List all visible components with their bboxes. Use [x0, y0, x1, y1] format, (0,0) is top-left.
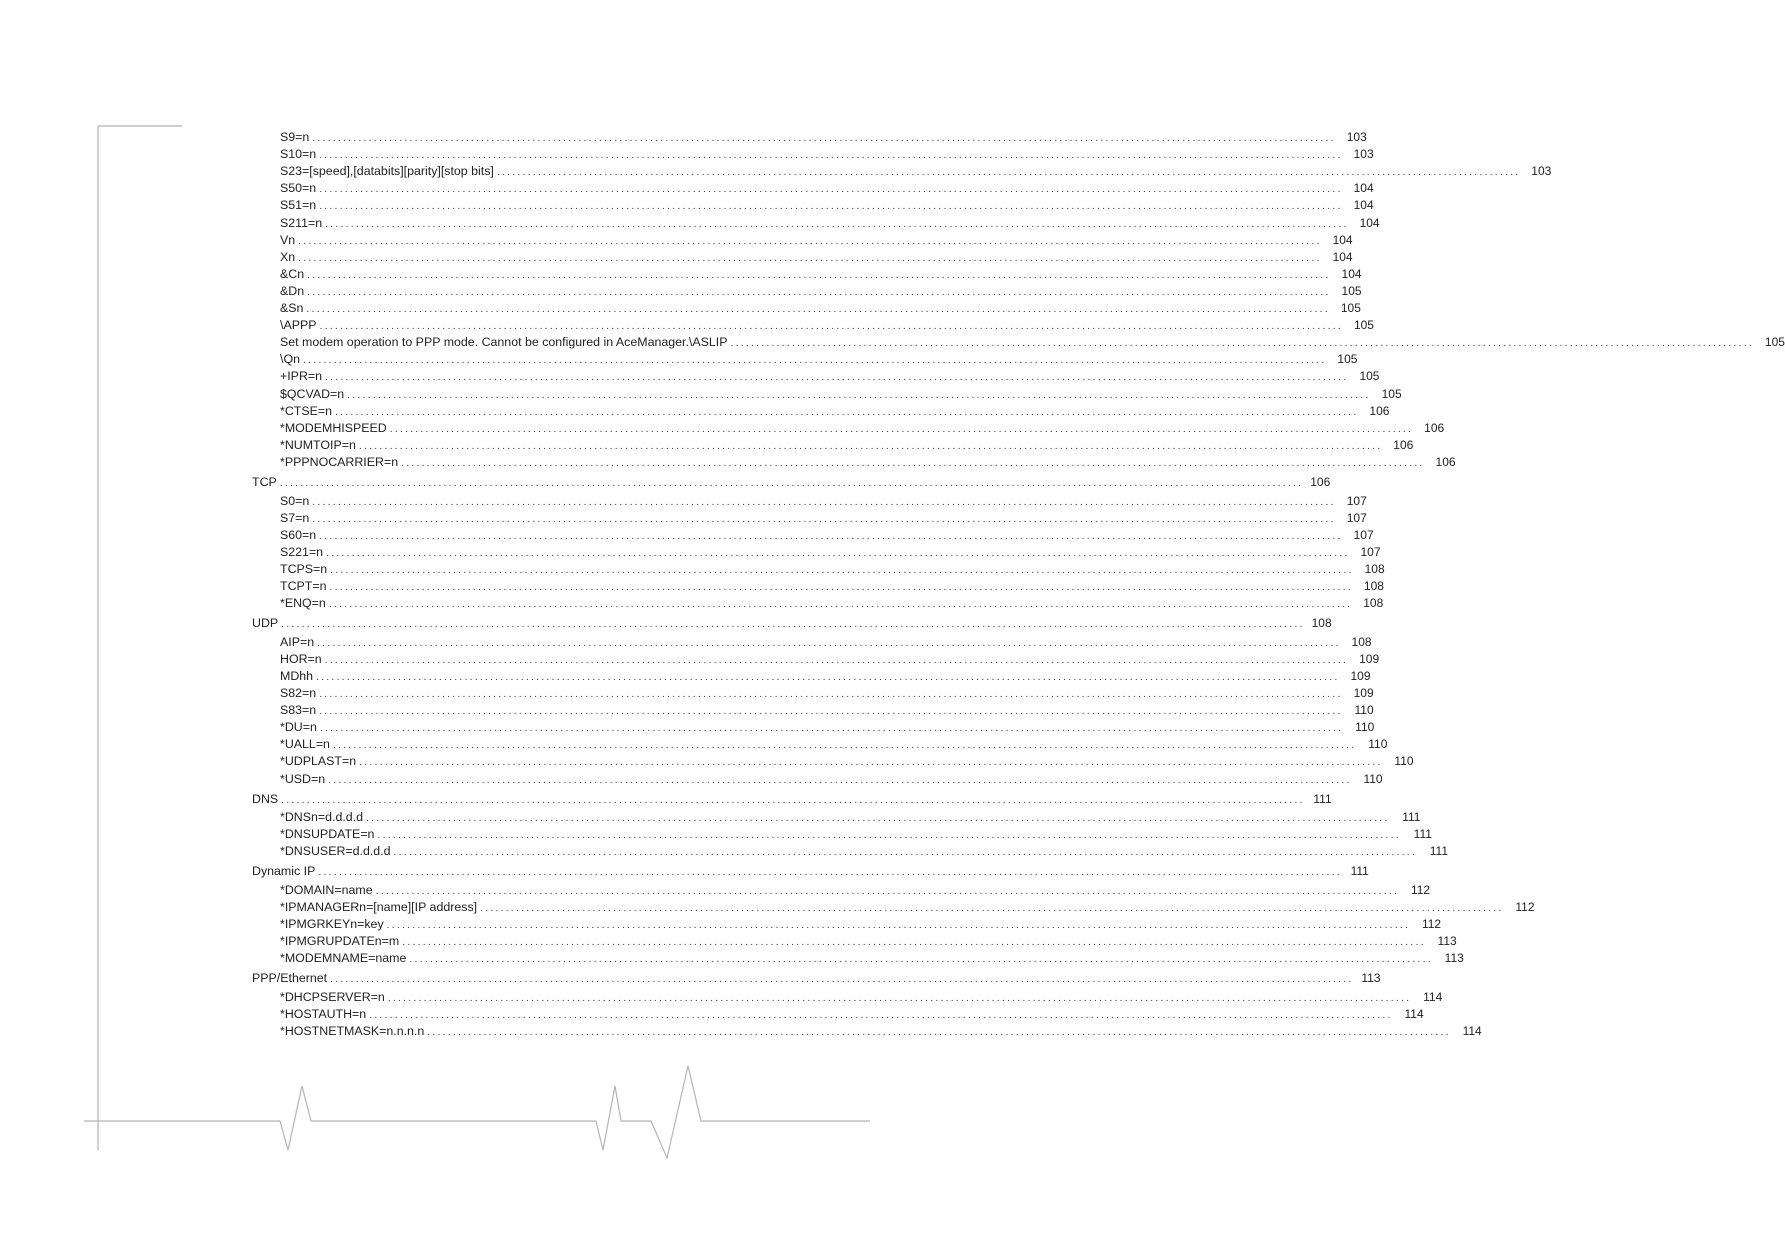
toc-entry-label: S10=n: [280, 147, 317, 162]
dot-leader: ........................................................................................................................................................................................................: [319, 688, 1343, 700]
toc-entry[interactable]: [280, 215, 1380, 232]
toc-entry[interactable]: [280, 283, 1362, 300]
dot-leader: ........................................................................................................................................................................................................: [325, 217, 1349, 230]
toc-entry[interactable]: [280, 180, 1374, 197]
toc-entry[interactable]: [280, 368, 1380, 385]
toc-entry[interactable]: [280, 578, 1384, 595]
dot-leader: ........................................................................................................................................................................................................: [427, 1026, 1451, 1039]
dot-leader: ........................................................................................................................................................................................................: [359, 756, 1383, 769]
toc-entry-label: TCP: [252, 475, 277, 489]
toc-entry[interactable]: [280, 510, 1367, 527]
toc-entry-label: TCPS=n: [280, 561, 328, 576]
toc-entry[interactable]: [280, 351, 1358, 368]
toc-entry-page-number: 110: [1354, 703, 1374, 718]
dot-leader: ........................................................................................................................................................................................................: [316, 670, 1340, 683]
toc-entry-label: *DOMAIN=name: [280, 882, 373, 897]
toc-entry[interactable]: [280, 809, 1421, 826]
toc-entry-page-number: 109: [1353, 686, 1374, 700]
dot-leader: ........................................................................................................................................................................................................: [389, 422, 1414, 435]
toc-entry-page-number: 106: [1424, 420, 1445, 435]
dot-leader: ........................................................................................................................................................................................................: [298, 251, 1322, 264]
toc-entry-page-number: 104: [1353, 181, 1374, 196]
toc-entry-page-number: 111: [1429, 844, 1448, 859]
toc-entry-page-number: 112: [1410, 882, 1431, 897]
dot-leader: ........................................................................................................................................................................................................: [480, 902, 1504, 914]
dot-leader: ........................................................................................................................................................................................................: [307, 285, 1331, 298]
dot-leader: ........................................................................................................................................................................................................: [329, 581, 1353, 593]
toc-entry[interactable]: [280, 197, 1374, 214]
toc-entry-label: *DHCPSERVER=n: [280, 989, 385, 1004]
dot-leader: ........................................................................................................................................................................................................: [377, 829, 1401, 842]
toc-entry[interactable]: [280, 249, 1353, 266]
toc-entry[interactable]: [280, 527, 1374, 544]
toc-entry[interactable]: [280, 334, 1785, 351]
dot-leader: ........................................................................................................................................................................................................: [393, 846, 1417, 859]
toc-entry-label: *UDPLAST=n: [280, 754, 357, 769]
toc-entry-label: *IPMGRUPDATEn=m: [280, 934, 400, 949]
toc-entry-page-number: 110: [1355, 720, 1375, 735]
toc-entry-label: *USD=n: [280, 771, 326, 786]
toc-entry-label: S82=n: [280, 686, 317, 700]
toc-entry-label: S23=[speed],[databits][parity][stop bits]: [280, 164, 494, 179]
toc-entry-label: *DNSUSER=d.d.d.d: [280, 844, 391, 859]
toc-entry-label: &Cn: [280, 266, 305, 281]
dot-leader: ........................................................................................................................................................................................................: [330, 563, 1354, 576]
toc-section-entry[interactable]: [252, 791, 1332, 808]
dot-leader: ........................................................................................................................................................................................................: [319, 183, 1343, 196]
toc-entry-page-number: 109: [1359, 651, 1380, 666]
dot-leader: ........................................................................................................................................................................................................: [369, 1009, 1393, 1021]
dot-leader: ........................................................................................................................................................................................................: [319, 529, 1343, 542]
toc-entry[interactable]: [280, 561, 1385, 578]
toc-entry-page-number: 110: [1368, 737, 1388, 752]
toc-entry[interactable]: [280, 266, 1362, 283]
toc-entry-page-number: 112: [1421, 917, 1442, 932]
dot-leader: ........................................................................................................................................................................................................: [402, 936, 1426, 949]
toc-entry-page-number: 105: [1359, 369, 1380, 384]
footer-waveform: [84, 1066, 870, 1158]
dot-leader: ........................................................................................................................................................................................................: [386, 919, 1411, 932]
dot-leader: ........................................................................................................................................................................................................: [312, 512, 1336, 525]
toc-entry-label: &Sn: [280, 301, 304, 315]
dot-leader: ........................................................................................................................................................................................................: [319, 320, 1343, 333]
toc-entry-page-number: 104: [1359, 215, 1380, 230]
toc-entry[interactable]: [280, 317, 1374, 334]
toc-entry-page-number: 105: [1337, 352, 1358, 367]
toc-entry[interactable]: [280, 702, 1374, 719]
toc-entry[interactable]: [280, 989, 1443, 1006]
toc-entry[interactable]: [280, 826, 1432, 843]
toc-entry-page-number: 103: [1353, 147, 1374, 162]
dot-leader: ........................................................................................................................................................................................................: [730, 337, 1754, 350]
toc-entry[interactable]: [280, 493, 1367, 510]
toc-entry-page-number: 113: [1444, 951, 1464, 966]
toc-entry-page-number: 103: [1531, 164, 1552, 179]
toc-entry-label: PPP/Ethernet: [252, 971, 328, 986]
toc-entry[interactable]: [280, 544, 1381, 561]
toc-entry[interactable]: [280, 899, 1535, 916]
dot-leader: ........................................................................................................................................................................................................: [387, 991, 1412, 1004]
toc-entry-label: *IPMGRKEYn=key: [280, 917, 384, 932]
toc-entry-label: DNS: [252, 791, 279, 806]
toc-entry[interactable]: [280, 736, 1388, 753]
toc-entry-label: *PPPNOCARRIER=n: [280, 454, 399, 469]
toc-entry[interactable]: [280, 146, 1374, 163]
toc-entry-label: \APPP: [280, 318, 317, 333]
dot-leader: ........................................................................................................................................................................................................: [358, 439, 1383, 452]
toc-entry-page-number: 106: [1369, 403, 1390, 418]
toc-entry-label: UDP: [252, 616, 279, 631]
dot-leader: ........................................................................................................................................................................................................: [409, 953, 1433, 966]
toc-entry-page-number: 111: [1313, 791, 1332, 806]
toc-entry[interactable]: [280, 300, 1361, 317]
toc-entry-label: *CTSE=n: [280, 403, 332, 418]
dot-leader: ........................................................................................................................................................................................................: [298, 234, 1322, 247]
toc-entry-label: S60=n: [280, 527, 317, 542]
toc-entry[interactable]: [280, 386, 1402, 403]
toc-entry-label: *UALL=n: [280, 737, 330, 752]
dot-leader: ........................................................................................................................................................................................................: [317, 636, 1341, 649]
toc-entry-page-number: 108: [1351, 634, 1372, 649]
dot-leader: ........................................................................................................................................................................................................: [328, 598, 1353, 611]
toc-section-entry[interactable]: [252, 615, 1332, 632]
toc-entry-page-number: 107: [1360, 544, 1381, 559]
toc-entry-page-number: 104: [1353, 198, 1374, 213]
dot-leader: ........................................................................................................................................................................................................: [496, 166, 1521, 179]
toc-entry[interactable]: [280, 420, 1445, 437]
dot-leader: ........................................................................................................................................................................................................: [319, 722, 1344, 735]
dot-leader: ........................................................................................................................................................................................................: [325, 371, 1349, 384]
toc-entry[interactable]: [280, 651, 1380, 668]
toc-entry-label: S83=n: [280, 703, 317, 718]
toc-entry[interactable]: [280, 685, 1374, 702]
toc-entry[interactable]: [280, 1023, 1482, 1040]
toc-entry-page-number: 106: [1435, 454, 1456, 469]
toc-entry[interactable]: [280, 163, 1552, 180]
toc-entry-label: *DNSUPDATE=n: [280, 827, 375, 842]
dot-leader: ........................................................................................................................................................................................................: [375, 884, 1400, 897]
toc-entry-page-number: 105: [1340, 301, 1361, 315]
toc-entry[interactable]: [280, 950, 1464, 967]
dot-leader: ........................................................................................................................................................................................................: [312, 132, 1336, 144]
toc-entry-label: S211=n: [280, 215, 323, 230]
toc-entry-label: AIP=n: [280, 634, 315, 649]
dot-leader: ........................................................................................................................................................................................................: [307, 268, 1331, 281]
toc-entry[interactable]: [280, 771, 1383, 788]
toc-entry-page-number: 111: [1413, 827, 1432, 842]
toc-entry-label: *NUMTOIP=n: [280, 437, 356, 452]
toc-entry-label: *IPMANAGERn=[name][IP address]: [280, 900, 478, 914]
toc-entry[interactable]: [280, 403, 1390, 420]
toc-entry[interactable]: [280, 232, 1353, 249]
dot-leader: ........................................................................................................................................................................................................: [330, 973, 1354, 986]
toc-entry-page-number: 104: [1332, 249, 1353, 264]
toc-entry[interactable]: [280, 129, 1367, 146]
toc-entry-page-number: 105: [1764, 335, 1785, 350]
dot-leader: ........................................................................................................................................................................................................: [281, 618, 1305, 631]
toc-entry-label: S221=n: [280, 544, 324, 559]
toc-entry-page-number: 105: [1353, 318, 1374, 333]
dot-leader: ........................................................................................................................................................................................................: [306, 303, 1330, 315]
toc-entry-page-number: 107: [1346, 510, 1367, 525]
toc-entry[interactable]: [280, 843, 1448, 860]
toc-entry[interactable]: [280, 753, 1414, 770]
toc-entry-page-number: 108: [1363, 596, 1384, 611]
toc-entry-page-number: 114: [1423, 989, 1443, 1004]
toc-entry[interactable]: [280, 916, 1442, 933]
toc-entry[interactable]: [280, 437, 1414, 454]
toc-entry-label: Set modem operation to PPP mode. Cannot be configured in AceManager.\ASLIP: [280, 335, 728, 350]
toc-entry-page-number: 108: [1311, 616, 1332, 631]
toc-section-entry[interactable]: [252, 970, 1381, 987]
toc-entry-page-number: 110: [1394, 754, 1414, 769]
toc-entry-label: S9=n: [280, 130, 310, 144]
toc-entry-page-number: 105: [1341, 283, 1362, 298]
dot-leader: ........................................................................................................................................................................................................: [401, 456, 1425, 469]
toc-entry-label: *HOSTAUTH=n: [280, 1007, 367, 1021]
toc-entry-label: MDhh: [280, 668, 314, 683]
toc-entry-label: $QCVAD=n: [280, 386, 345, 401]
dot-leader: ........................................................................................................................................................................................................: [347, 388, 1371, 401]
toc-section-entry[interactable]: [252, 474, 1331, 491]
toc-entry[interactable]: [280, 668, 1371, 685]
toc-entry-label: S7=n: [280, 510, 310, 525]
dot-leader: ........................................................................................................................................................................................................: [366, 812, 1390, 825]
toc-entry-page-number: 104: [1341, 266, 1362, 281]
dot-leader: ........................................................................................................................................................................................................: [328, 773, 1352, 786]
toc-entry-label: Vn: [280, 232, 296, 247]
toc-entry-label: S0=n: [280, 493, 310, 508]
toc-entry[interactable]: [280, 634, 1372, 651]
toc-entry-page-number: 108: [1364, 561, 1385, 576]
toc-entry-page-number: 108: [1363, 579, 1384, 593]
toc-entry-label: HOR=n: [280, 651, 322, 666]
toc-entry-label: *DNSn=d.d.d.d: [280, 810, 364, 825]
toc-entry-page-number: 105: [1381, 386, 1402, 401]
dot-leader: ........................................................................................................................................................................................................: [319, 149, 1343, 162]
toc-entry-page-number: 111: [1350, 864, 1369, 879]
toc-entry-page-number: 106: [1310, 475, 1331, 489]
dot-leader: ........................................................................................................................................................................................................: [302, 354, 1327, 367]
toc-entry-page-number: 112: [1515, 900, 1535, 914]
dot-leader: ........................................................................................................................................................................................................: [332, 739, 1357, 752]
toc-entry-page-number: 107: [1346, 493, 1367, 508]
toc-entry-page-number: 107: [1353, 527, 1374, 542]
toc-entry[interactable]: [280, 882, 1431, 899]
toc-entry-label: &Dn: [280, 283, 305, 298]
toc-section-entry[interactable]: [252, 863, 1369, 880]
toc-entry-page-number: 113: [1361, 971, 1381, 986]
dot-leader: ........................................................................................................................................................................................................: [326, 546, 1350, 559]
toc-entry-label: \Qn: [280, 352, 300, 367]
dot-leader: ........................................................................................................................................................................................................: [312, 495, 1336, 508]
toc-entry-label: *HOSTNETMASK=n.n.n.n: [280, 1024, 425, 1039]
toc-entry-label: TCPT=n: [280, 579, 327, 593]
toc-entry-page-number: 104: [1332, 232, 1353, 247]
dot-leader: ........................................................................................................................................................................................................: [335, 405, 1359, 418]
dot-leader: ........................................................................................................................................................................................................: [319, 705, 1343, 718]
toc-entry-label: *DU=n: [280, 720, 317, 735]
toc-entry[interactable]: [280, 595, 1384, 612]
toc-entry-label: Dynamic IP: [252, 864, 316, 879]
toc-entry-label: *ENQ=n: [280, 596, 326, 611]
toc-entry-label: S50=n: [280, 181, 317, 196]
toc-entry[interactable]: [280, 719, 1375, 736]
dot-leader: ........................................................................................................................................................................................................: [319, 200, 1343, 213]
toc-entry-page-number: 110: [1363, 771, 1383, 786]
toc-entry-page-number: 106: [1393, 437, 1414, 452]
toc-entry-page-number: 114: [1462, 1024, 1482, 1039]
toc-entry-page-number: 111: [1402, 810, 1421, 825]
toc-entry[interactable]: [280, 1006, 1424, 1023]
toc-entry-page-number: 109: [1350, 668, 1371, 683]
toc-entry-label: *MODEMHISPEED: [280, 420, 387, 435]
dot-leader: ........................................................................................................................................................................................................: [324, 653, 1349, 666]
dot-leader: ........................................................................................................................................................................................................: [279, 477, 1304, 489]
toc-entry-page-number: 103: [1346, 130, 1367, 144]
toc-entry-label: Xn: [280, 249, 296, 264]
dot-leader: ........................................................................................................................................................................................................: [281, 793, 1305, 806]
toc-entry-label: S51=n: [280, 198, 317, 213]
toc-entry-page-number: 114: [1404, 1007, 1424, 1021]
toc-entry-label: +IPR=n: [280, 369, 323, 384]
toc-entry[interactable]: [280, 933, 1457, 950]
toc-entry-page-number: 113: [1437, 934, 1457, 949]
dot-leader: ........................................................................................................................................................................................................: [318, 866, 1342, 879]
toc-entry[interactable]: [280, 454, 1456, 471]
toc-entry-label: *MODEMNAME=name: [280, 951, 407, 966]
